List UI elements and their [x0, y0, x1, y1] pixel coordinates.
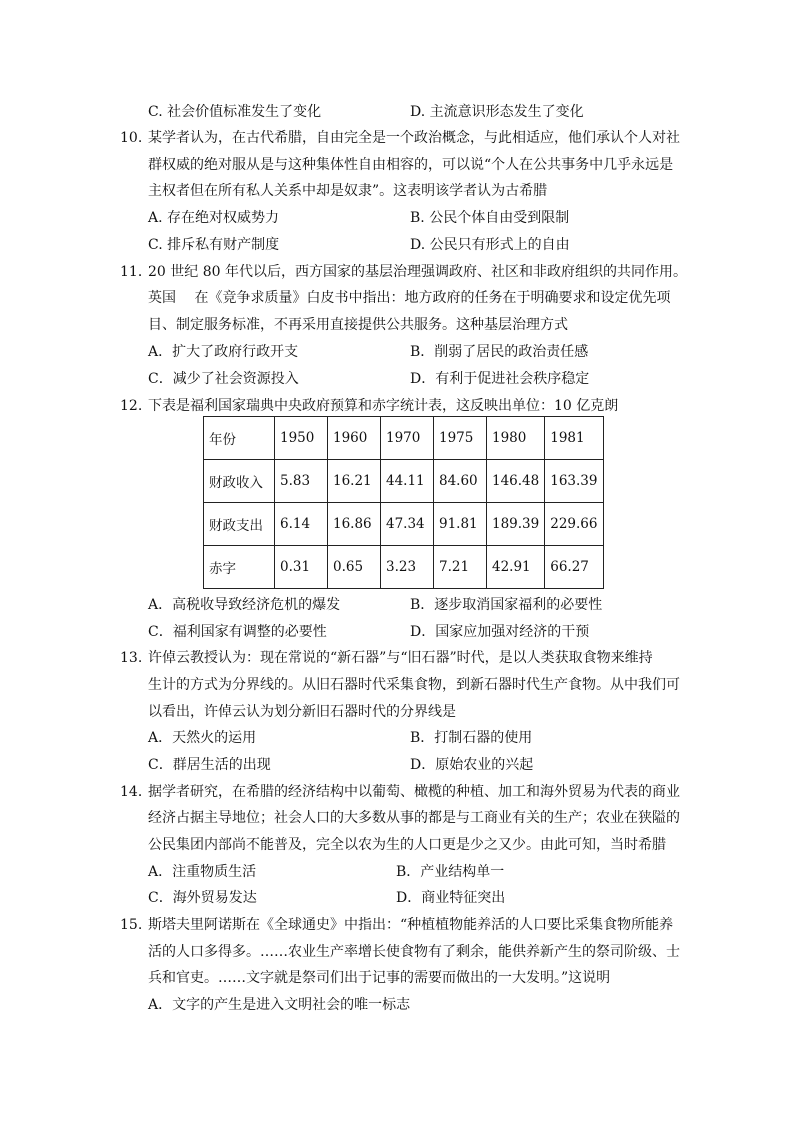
table-cell: 44.11	[381, 460, 434, 503]
table-row	[204, 503, 604, 546]
q12-stem: 下表是福利国家瑞典中央政府预算和赤字统计表，这反映出单位：10 亿克朗	[148, 398, 619, 414]
q13-option-a: A．天然火的运用	[148, 730, 257, 746]
table-header-cell: 1980	[487, 417, 545, 460]
q13-stem-line-3: 以看出，许倬云认为划分新旧石器时代的分界线是	[148, 704, 456, 720]
q13-stem-line-2: 生计的方式为分界线的。从旧石器时代采集食物，到新石器时代生产食物。从中我们可	[148, 677, 680, 693]
q11-option-a: A．扩大了政府行政开支	[148, 344, 299, 360]
table-cell: 84.60	[434, 460, 487, 503]
q14-stem-line-2: 经济占据主导地位；社会人口的大多数从事的都是与工商业有关的生产；农业在狭隘的	[148, 810, 680, 826]
q15-number: 15.	[120, 917, 143, 933]
q10-option-d: D. 公民只有形式上的自由	[410, 237, 570, 253]
table-cell: 66.27	[545, 546, 603, 589]
q9-option-c: C. 社会价值标准发生了变化	[148, 104, 322, 120]
q15-stem-line-3: 兵和官吏。……文字就是祭司们出于记事的需要而做出的一大发明。”这说明	[148, 970, 611, 986]
budget-deficit-table	[203, 416, 604, 589]
q14-option-d: D．商业特征突出	[396, 890, 506, 906]
table-header-cell: 1970	[381, 417, 434, 460]
q14-option-a: A．注重物质生活	[148, 864, 257, 880]
q15-option-a: A．文字的产生是进入文明社会的唯一标志	[148, 997, 411, 1013]
q10-stem-line-1: 某学者认为，在古代希腊，自由完全是一个政治概念，与此相适应，他们承认个人对社	[148, 130, 680, 146]
q11-option-b: B．削弱了居民的政治责任感	[410, 344, 589, 360]
table-header-row	[204, 417, 604, 460]
q10-option-a: A. 存在绝对权威势力	[148, 210, 280, 226]
table-row	[204, 546, 604, 589]
table-cell: 0.65	[328, 546, 381, 589]
table-cell: 财政收入	[204, 460, 275, 503]
table-header-cell: 年份	[204, 417, 275, 460]
table-cell: 42.91	[487, 546, 545, 589]
table-cell: 229.66	[545, 503, 603, 546]
q14-number: 14．	[120, 784, 152, 800]
table-cell: 163.39	[545, 460, 603, 503]
table-cell: 91.81	[434, 503, 487, 546]
table-cell: 16.86	[328, 503, 381, 546]
table-cell: 146.48	[487, 460, 545, 503]
q15-stem-line-1: 斯塔夫里阿诺斯在《全球通史》中指出：“种植植物能养活的人口要比采集食物所能养	[148, 917, 674, 933]
q12-option-b: B．逐步取消国家福利的必要性	[410, 597, 603, 613]
q14-stem-line-3: 公民集团内部尚不能普及，完全以农为生的人口更是少之又少。由此可知，当时希腊	[148, 837, 666, 853]
q11-option-d: D．有利于促进社会秩序稳定	[410, 371, 590, 387]
q11-stem-line-2: 英国 在《竞争求质量》白皮书中指出：地方政府的任务在于明确要求和设定优先项	[148, 290, 671, 306]
q12-option-d: D．国家应加强对经济的干预	[410, 624, 590, 640]
q9-option-d: D. 主流意识形态发生了变化	[410, 104, 584, 120]
q13-stem-line-1: 许倬云教授认为：现在常说的“新石器”与“旧石器”时代，是以人类获取食物来维持	[148, 650, 653, 666]
q14-option-c: C．海外贸易发达	[148, 890, 257, 906]
table-cell: 赤字	[204, 546, 275, 589]
table-cell: 16.21	[328, 460, 381, 503]
table-cell: 7.21	[434, 546, 487, 589]
q10-number: 10.	[120, 130, 143, 146]
table-header-cell: 1981	[545, 417, 603, 460]
table-cell: 5.83	[275, 460, 328, 503]
table-cell: 189.39	[487, 503, 545, 546]
q12-option-a: A．高税收导致经济危机的爆发	[148, 597, 341, 613]
table-cell: 47.34	[381, 503, 434, 546]
q11-stem-line-1: 20 世纪 80 年代以后，西方国家的基层治理强调政府、社区和非政府组织的共同作用。	[148, 264, 687, 280]
q12-option-c: C．福利国家有调整的必要性	[148, 624, 327, 640]
table-cell: 0.31	[275, 546, 328, 589]
q14-option-b: B．产业结构单一	[396, 864, 505, 880]
q11-stem-line-3: 目、制定服务标准，不再采用直接提供公共服务。这种基层治理方式	[148, 317, 568, 333]
q14-stem-line-1: 据学者研究，在希腊的经济结构中以葡萄、橄榄的种植、加工和海外贸易为代表的商业	[148, 784, 680, 800]
table-header-cell: 1975	[434, 417, 487, 460]
q11-option-c: C．减少了社会资源投入	[148, 371, 299, 387]
q13-option-c: C．群居生活的出现	[148, 757, 271, 773]
q13-option-d: D．原始农业的兴起	[410, 757, 534, 773]
q12-number: 12.	[120, 398, 143, 414]
table-header-cell: 1960	[328, 417, 381, 460]
table-cell: 3.23	[381, 546, 434, 589]
q11-number: 11．	[120, 264, 152, 280]
q10-option-c: C. 排斥私有财产制度	[148, 237, 280, 253]
table-cell: 财政支出	[204, 503, 275, 546]
table-row	[204, 460, 604, 503]
q15-stem-line-2: 活的人口多得多。……农业生产率增长使食物有了剩余，能供养新产生的祭司阶级、士	[148, 944, 680, 960]
q10-option-b: B. 公民个体自由受到限制	[410, 210, 570, 226]
q13-option-b: B．打制石器的使用	[410, 730, 533, 746]
table-cell: 6.14	[275, 503, 328, 546]
q10-stem-line-2: 群权威的绝对服从是与这种集体性自由相容的，可以说“个人在公共事务中几乎永远是	[148, 157, 674, 173]
q10-stem-line-3: 主权者但在所有私人关系中却是奴隶”。这表明该学者认为古希腊	[148, 183, 548, 199]
q13-number: 13.	[120, 650, 143, 666]
table-header-cell: 1950	[275, 417, 328, 460]
